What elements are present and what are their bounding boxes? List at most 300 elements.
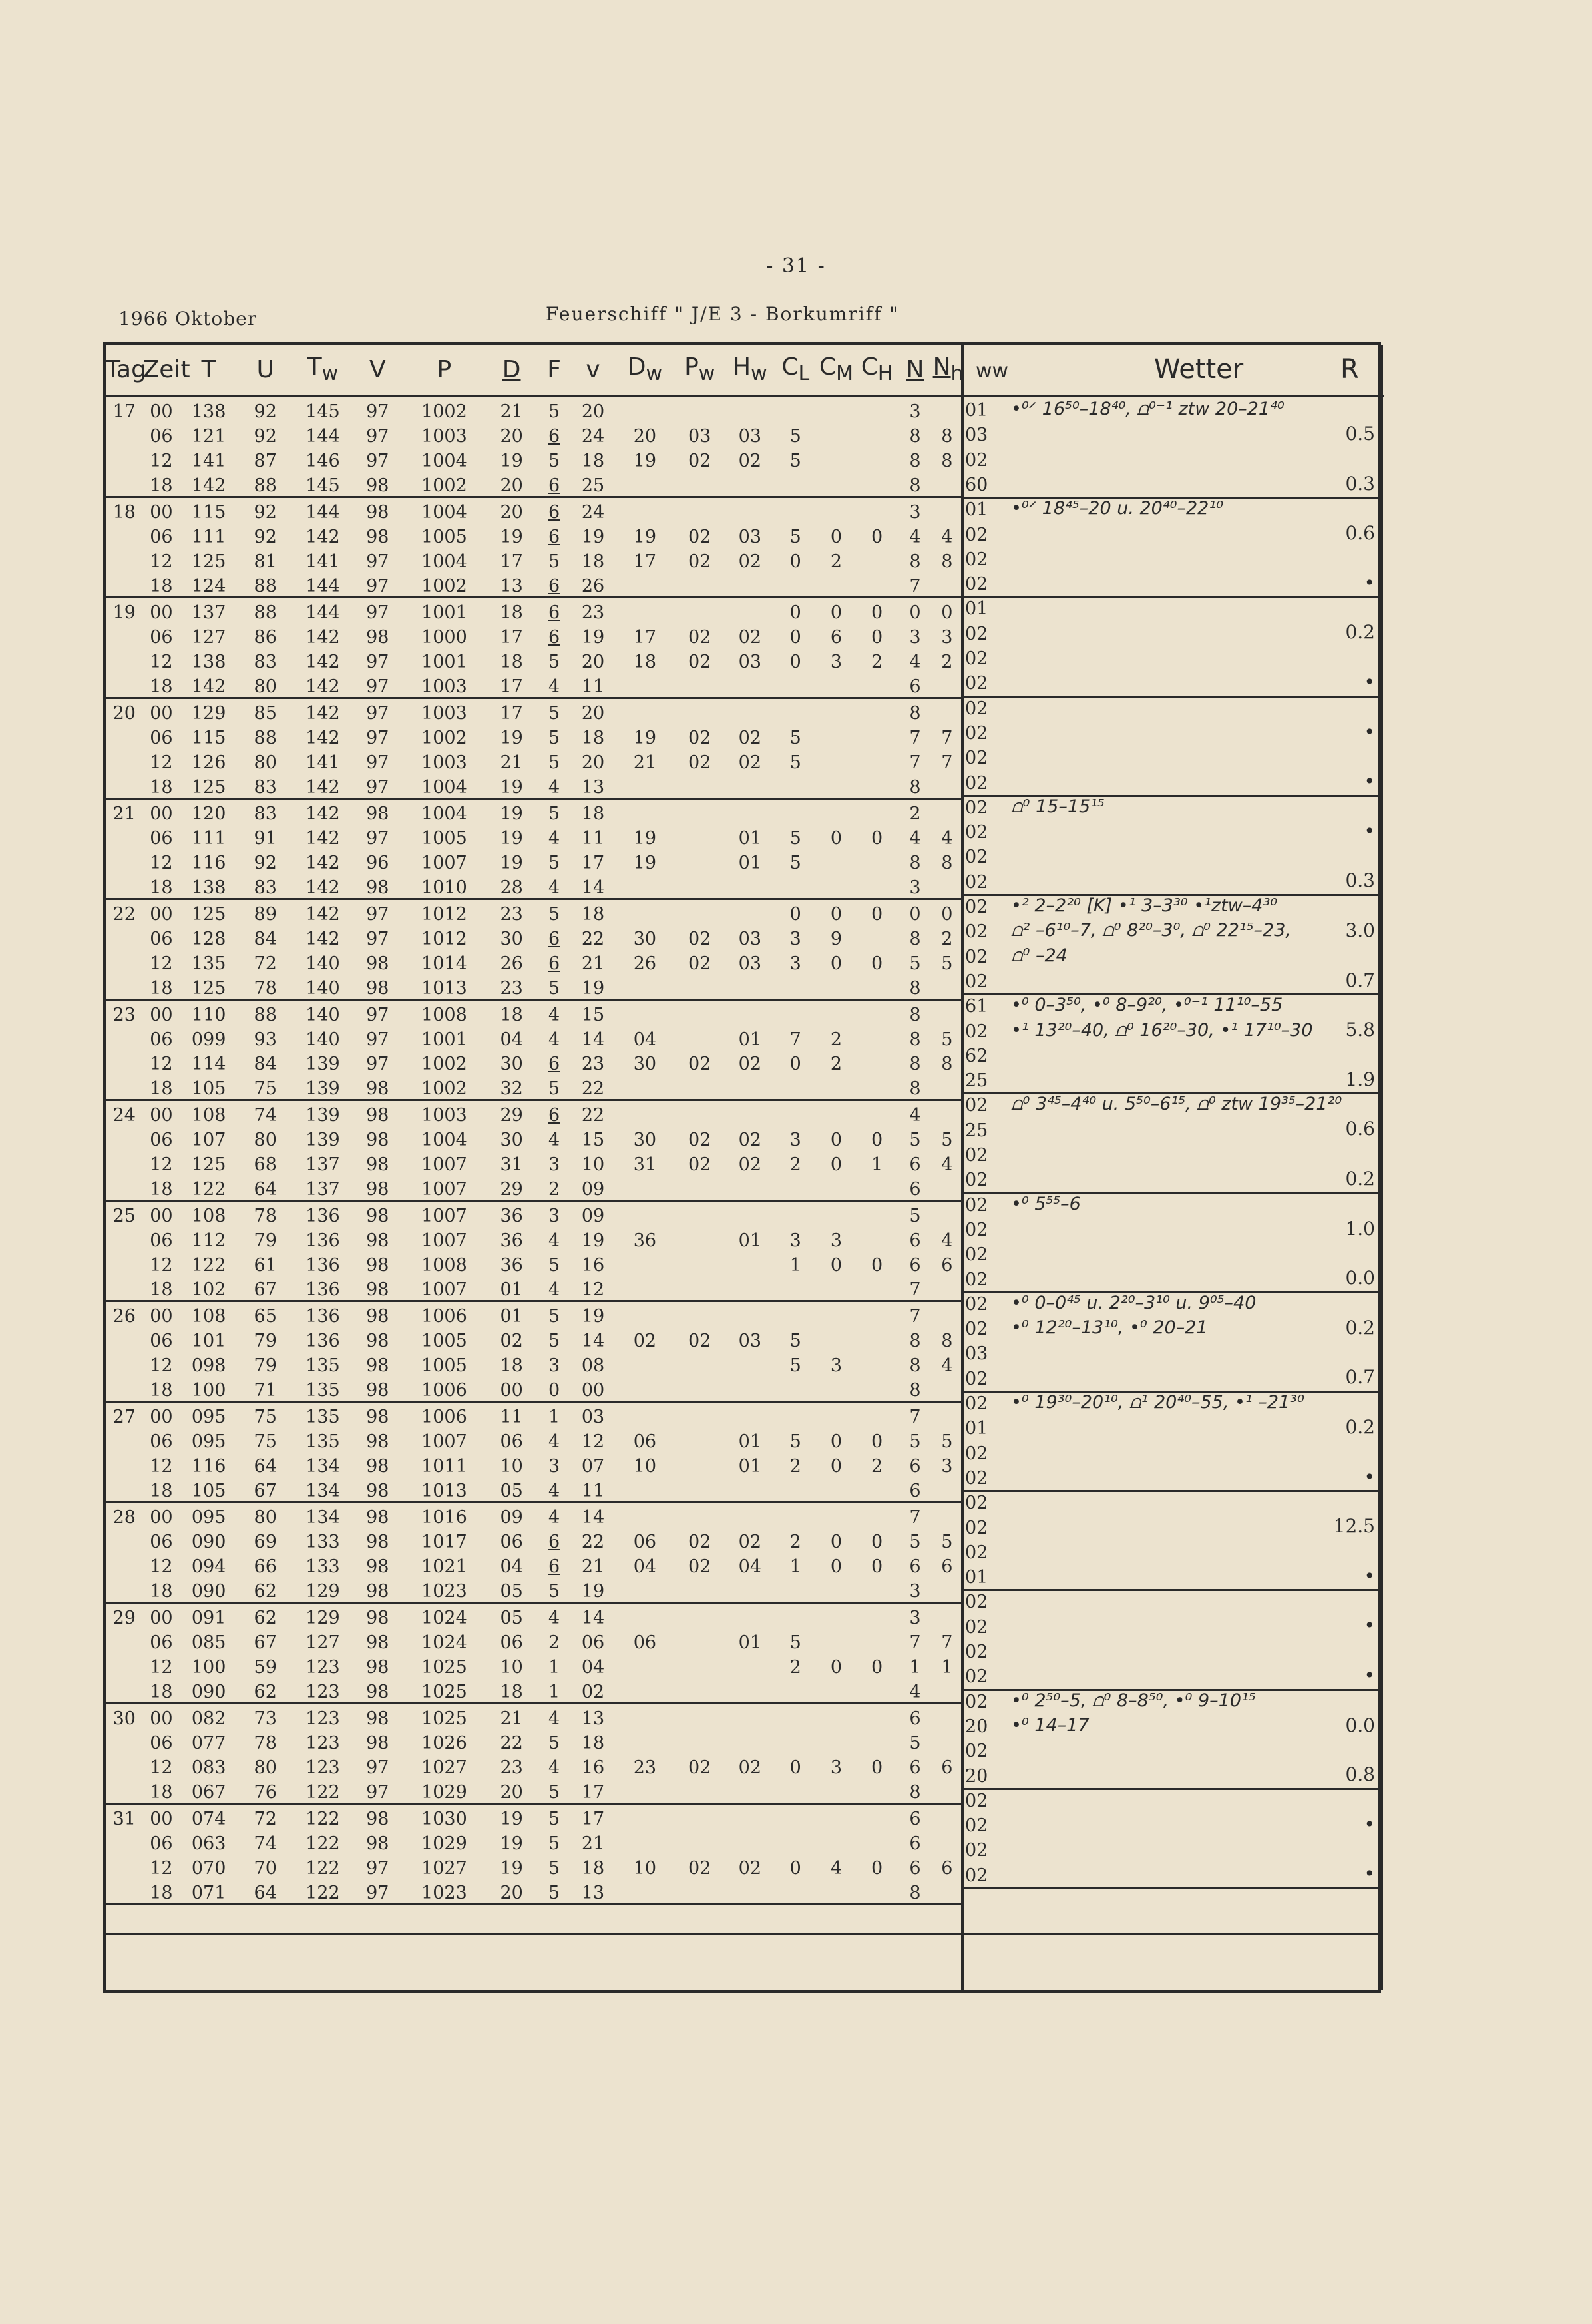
ww-code: 02 bbox=[965, 1542, 988, 1563]
cell-zeit: 06 bbox=[150, 1230, 173, 1251]
cell-cl bbox=[775, 1402, 816, 1428]
cell-n: 7 bbox=[909, 1306, 921, 1327]
cell-zeit: 18 bbox=[143, 572, 180, 598]
cell-nh: 4 bbox=[941, 1154, 953, 1175]
cell-tag: 23 bbox=[112, 1005, 136, 1025]
cell-zeit: 18 bbox=[143, 1175, 180, 1201]
cell-n: 6 bbox=[909, 1154, 921, 1175]
cell-tw: 133 bbox=[305, 1532, 340, 1552]
cell-p: 1002 bbox=[421, 728, 467, 748]
cell-u: 92 bbox=[254, 853, 277, 873]
col-header-p: P bbox=[403, 345, 486, 396]
cell-f: 5 bbox=[548, 1255, 560, 1276]
cell-t: 115 bbox=[191, 502, 226, 523]
cell-hw: 04 bbox=[738, 1556, 762, 1577]
ww-code: 20 bbox=[965, 1716, 988, 1737]
cell-pw bbox=[674, 396, 725, 422]
cell-tag bbox=[106, 1729, 143, 1753]
cell-v: 21 bbox=[581, 953, 605, 974]
table-row bbox=[106, 698, 961, 724]
cell-tag bbox=[106, 1327, 143, 1351]
cell-nh: 7 bbox=[941, 1632, 953, 1653]
weather-note: ⩍⁰ 3⁴⁵–4⁴⁰ u. 5⁵⁰–6¹⁵, ⩍⁰ ztw 19³⁵–21²⁰ bbox=[1011, 1094, 1342, 1115]
cell-zeit: 18 bbox=[143, 1879, 180, 1905]
col-header-ch: $C_H$ bbox=[857, 345, 897, 396]
ww-code: 02 bbox=[965, 1219, 988, 1240]
precipitation-text: 0.5 bbox=[1345, 422, 1375, 445]
cell-ch bbox=[857, 1226, 897, 1251]
cell-v: 11 bbox=[571, 1477, 616, 1503]
cell-t: 111 bbox=[191, 527, 226, 547]
cell-p: 1003 bbox=[421, 426, 467, 447]
table-row bbox=[106, 1552, 961, 1577]
cell-pw: 02 bbox=[688, 1757, 711, 1778]
cell-f: 4 bbox=[548, 1130, 560, 1150]
cell-f: 4 bbox=[538, 672, 571, 698]
cell-zeit: 00 bbox=[150, 1306, 173, 1327]
ww-code: 02 bbox=[965, 921, 988, 943]
cell-v: 97 bbox=[366, 401, 389, 422]
cell-cm bbox=[816, 1879, 857, 1905]
cell-tag bbox=[106, 1427, 143, 1452]
cell-pw: 02 bbox=[688, 627, 711, 648]
cell-d: 01 bbox=[500, 1306, 523, 1327]
cell-tag bbox=[106, 1678, 143, 1704]
cell-zeit: 12 bbox=[150, 451, 173, 471]
cell-v: 19 bbox=[581, 1306, 605, 1327]
cell-nh bbox=[933, 799, 961, 825]
cell-d: 18 bbox=[500, 652, 523, 672]
cell-tag bbox=[106, 1452, 143, 1477]
cell-pw bbox=[674, 1000, 725, 1026]
cell-u: 87 bbox=[254, 451, 277, 471]
cell-dw bbox=[615, 1653, 674, 1678]
cell-tw: 140 bbox=[305, 1005, 340, 1025]
cell-ch bbox=[857, 1000, 897, 1026]
cell-v: 97 bbox=[366, 1757, 389, 1778]
cell-u: 67 bbox=[238, 1477, 293, 1503]
cell-nh bbox=[933, 1201, 961, 1227]
cell-t: 090 bbox=[180, 1678, 238, 1704]
cell-nh: 0 bbox=[941, 904, 953, 925]
cell-ch: 0 bbox=[871, 953, 883, 974]
table-row bbox=[106, 849, 961, 873]
cell-tw: 137 bbox=[293, 1175, 352, 1201]
cell-v: 14 bbox=[571, 873, 616, 899]
cell-pw bbox=[674, 1402, 725, 1428]
table-row bbox=[106, 925, 961, 949]
cell-dw bbox=[615, 899, 674, 925]
cell-t: 107 bbox=[191, 1130, 226, 1150]
cell-dw: 26 bbox=[633, 953, 657, 974]
table-row bbox=[106, 799, 961, 825]
cell-tag bbox=[106, 949, 143, 974]
table-row bbox=[106, 773, 961, 799]
cell-ch bbox=[857, 1603, 897, 1629]
cell-n: 8 bbox=[897, 1074, 932, 1100]
cell-pw bbox=[674, 1879, 725, 1905]
cell-tw: 136 bbox=[305, 1255, 340, 1276]
cell-zeit: 00 bbox=[150, 1608, 173, 1628]
cell-pw bbox=[674, 1427, 725, 1452]
cell-u: 67 bbox=[254, 1632, 277, 1653]
cell-t: 138 bbox=[191, 652, 226, 672]
cell-dw: 31 bbox=[633, 1154, 657, 1175]
cell-ch bbox=[857, 1477, 897, 1503]
cell-tw: 142 bbox=[305, 904, 340, 925]
ww-code: 02 bbox=[965, 623, 988, 644]
cell-f: 5 bbox=[548, 1733, 560, 1753]
cell-v: 97 bbox=[352, 1879, 403, 1905]
cell-f: 6 bbox=[548, 602, 560, 623]
cell-pw: 02 bbox=[688, 1556, 711, 1577]
cell-v: 03 bbox=[581, 1407, 605, 1427]
precipitation-text: 12.5 bbox=[1333, 1515, 1375, 1538]
cell-cl: 5 bbox=[789, 728, 801, 748]
ww-code: 02 bbox=[965, 1194, 988, 1216]
cell-cm bbox=[816, 974, 857, 1000]
ww-code: 02 bbox=[965, 847, 988, 868]
cell-pw bbox=[674, 572, 725, 598]
cell-d: 21 bbox=[500, 1708, 523, 1729]
table-row bbox=[106, 1879, 961, 1905]
cell-d: 36 bbox=[500, 1206, 523, 1226]
cell-n: 7 bbox=[897, 572, 932, 598]
cell-v: 97 bbox=[366, 752, 389, 773]
cell-cl bbox=[775, 1778, 816, 1804]
cell-v: 98 bbox=[366, 1608, 389, 1628]
cell-p: 1001 bbox=[421, 1029, 467, 1050]
cell-u: 68 bbox=[254, 1154, 277, 1175]
cell-p: 1027 bbox=[421, 1858, 467, 1879]
cell-t: 105 bbox=[180, 1477, 238, 1503]
cell-v: 12 bbox=[571, 1276, 616, 1301]
table-row bbox=[106, 471, 961, 497]
cell-hw: 02 bbox=[738, 551, 762, 572]
cell-t: 077 bbox=[191, 1733, 226, 1753]
cell-t: 082 bbox=[191, 1708, 226, 1729]
table-row bbox=[106, 748, 961, 773]
cell-tw: 139 bbox=[293, 1074, 352, 1100]
cell-hw bbox=[725, 1503, 775, 1528]
cell-nh: 2 bbox=[941, 652, 953, 672]
table-row bbox=[106, 1025, 961, 1050]
cell-tw: 142 bbox=[305, 652, 340, 672]
weather-note: •⁰ 12²⁰–13¹⁰, •⁰ 20–21 bbox=[1011, 1317, 1208, 1339]
ww-code: 01 bbox=[965, 1567, 988, 1588]
cell-cm bbox=[816, 1175, 857, 1201]
cell-tw: 135 bbox=[305, 1431, 340, 1452]
cell-tag bbox=[106, 748, 143, 773]
cell-cm bbox=[816, 799, 857, 825]
cell-tag: 25 bbox=[112, 1206, 136, 1226]
cell-n: 0 bbox=[909, 602, 921, 623]
cell-n: 8 bbox=[909, 451, 921, 471]
group-divider bbox=[961, 1490, 1378, 1492]
cell-zeit: 06 bbox=[150, 1733, 173, 1753]
cell-u: 64 bbox=[254, 1456, 277, 1477]
precipitation-text: • bbox=[1364, 571, 1375, 594]
cell-tag bbox=[106, 1050, 143, 1074]
cell-nh bbox=[933, 1376, 961, 1402]
cell-f: 5 bbox=[548, 728, 560, 748]
cell-d: 11 bbox=[500, 1407, 523, 1427]
cell-v: 98 bbox=[352, 1074, 403, 1100]
cell-p: 1006 bbox=[421, 1306, 467, 1327]
cell-f: 6 bbox=[538, 572, 571, 598]
cell-dw: 02 bbox=[633, 1331, 657, 1351]
cell-cm bbox=[816, 1276, 857, 1301]
cell-tw: 136 bbox=[293, 1276, 352, 1301]
table-row bbox=[106, 1000, 961, 1026]
cell-zeit: 06 bbox=[150, 929, 173, 949]
cell-pw bbox=[674, 1074, 725, 1100]
precipitation-text: 0.2 bbox=[1345, 621, 1375, 644]
cell-cm bbox=[816, 471, 857, 497]
cell-u: 70 bbox=[254, 1858, 277, 1879]
cell-cm bbox=[816, 1074, 857, 1100]
table-row bbox=[106, 623, 961, 648]
cell-u: 83 bbox=[238, 773, 293, 799]
precipitation-text: 0.3 bbox=[1345, 472, 1375, 495]
cell-v: 97 bbox=[366, 1054, 389, 1074]
cell-pw bbox=[674, 1477, 725, 1503]
cell-d: 19 bbox=[500, 853, 523, 873]
cell-ch: 0 bbox=[871, 1858, 883, 1879]
table-row bbox=[106, 724, 961, 748]
cell-nh bbox=[933, 773, 961, 799]
cell-t: 124 bbox=[180, 572, 238, 598]
cell-t: 115 bbox=[191, 728, 226, 748]
precipitation-text: 0.6 bbox=[1345, 1118, 1375, 1140]
cell-ch: 0 bbox=[871, 1431, 883, 1452]
cell-pw bbox=[674, 1729, 725, 1753]
cell-f: 6 bbox=[548, 1105, 560, 1126]
cell-v: 97 bbox=[366, 703, 389, 724]
cell-cl bbox=[775, 1276, 816, 1301]
cell-v: 06 bbox=[581, 1632, 605, 1653]
weather-note: •⁰ᐟ 16⁵⁰–18⁴⁰, ⩍⁰⁻¹ ztw 20–21⁴⁰ bbox=[1011, 399, 1285, 419]
cell-f: 5 bbox=[548, 752, 560, 773]
table-row bbox=[106, 949, 961, 974]
table-row bbox=[106, 1778, 961, 1804]
cell-tag bbox=[106, 1251, 143, 1276]
cell-ch bbox=[857, 724, 897, 748]
cell-nh bbox=[933, 873, 961, 899]
cell-ch: 0 bbox=[871, 1556, 883, 1577]
table-row bbox=[106, 396, 961, 422]
cell-dw bbox=[615, 1778, 674, 1804]
cell-v: 98 bbox=[352, 1175, 403, 1201]
ww-code: 02 bbox=[965, 946, 988, 967]
cell-ch bbox=[857, 873, 897, 899]
cell-hw bbox=[725, 1653, 775, 1678]
cell-nh: 5 bbox=[941, 953, 953, 974]
cell-p: 1008 bbox=[421, 1255, 467, 1276]
cell-hw bbox=[725, 873, 775, 899]
cell-t: 135 bbox=[191, 953, 226, 974]
cell-cm bbox=[816, 497, 857, 523]
cell-tag: 24 bbox=[112, 1105, 136, 1126]
cell-dw: 19 bbox=[633, 527, 657, 547]
col-header-v: v bbox=[571, 345, 616, 396]
cell-n: 8 bbox=[897, 974, 932, 1000]
precipitation-text: 0.2 bbox=[1345, 1167, 1375, 1190]
cell-n: 5 bbox=[909, 1206, 921, 1226]
cell-v: 98 bbox=[366, 1833, 389, 1854]
weather-note: •¹ 13²⁰–40, ⩍⁰ 16²⁰–30, •¹ 17¹⁰–30 bbox=[1011, 1019, 1313, 1041]
cell-tag bbox=[106, 1351, 143, 1376]
cell-tag bbox=[106, 523, 143, 547]
cell-dw bbox=[615, 1477, 674, 1503]
cell-pw bbox=[674, 497, 725, 523]
ww-code: 02 bbox=[965, 1592, 988, 1613]
cell-n: 8 bbox=[897, 471, 932, 497]
cell-n: 3 bbox=[909, 502, 921, 523]
precipitation-text: • bbox=[1364, 1614, 1375, 1637]
cell-hw bbox=[725, 1201, 775, 1227]
cell-cl bbox=[775, 1301, 816, 1327]
cell-dw: 06 bbox=[633, 1431, 657, 1452]
cell-pw: 02 bbox=[688, 953, 711, 974]
cell-hw: 01 bbox=[738, 853, 762, 873]
cell-ch bbox=[857, 497, 897, 523]
cell-cm bbox=[816, 1503, 857, 1528]
cell-tag bbox=[106, 623, 143, 648]
cell-p: 1010 bbox=[403, 873, 486, 899]
cell-v: 00 bbox=[571, 1376, 616, 1402]
cell-dw bbox=[615, 698, 674, 724]
cell-p: 1012 bbox=[421, 929, 467, 949]
ww-code: 02 bbox=[965, 1269, 988, 1290]
ww-header: ww bbox=[976, 359, 1009, 383]
cell-ch bbox=[857, 773, 897, 799]
cell-v: 23 bbox=[581, 1054, 605, 1074]
cell-hw bbox=[725, 396, 775, 422]
cell-n: 8 bbox=[909, 1054, 921, 1074]
page-number: - 31 - bbox=[766, 254, 826, 278]
cell-d: 05 bbox=[486, 1477, 538, 1503]
cell-v: 17 bbox=[571, 1778, 616, 1804]
cell-cl bbox=[775, 1879, 816, 1905]
cell-f: 3 bbox=[548, 1154, 560, 1175]
cell-tw: 127 bbox=[305, 1632, 340, 1653]
cell-u: 75 bbox=[238, 1074, 293, 1100]
cell-t: 125 bbox=[191, 1154, 226, 1175]
cell-f: 1 bbox=[538, 1678, 571, 1704]
cell-v: 97 bbox=[366, 1005, 389, 1025]
cell-nh: 1 bbox=[941, 1657, 953, 1678]
cell-cl: 0 bbox=[789, 904, 801, 925]
observation-sheet bbox=[103, 342, 1381, 1993]
cell-cm: 3 bbox=[830, 1230, 843, 1251]
cell-p: 1004 bbox=[403, 773, 486, 799]
cell-dw bbox=[615, 1100, 674, 1126]
cell-pw bbox=[674, 974, 725, 1000]
cell-ch bbox=[857, 1201, 897, 1227]
cell-cl: 5 bbox=[789, 1632, 801, 1653]
cell-pw: 02 bbox=[688, 1054, 711, 1074]
cell-p: 1004 bbox=[421, 451, 467, 471]
cell-dw bbox=[615, 672, 674, 698]
cell-v: 14 bbox=[581, 1507, 605, 1528]
cell-tw: 129 bbox=[293, 1577, 352, 1603]
cell-ch bbox=[857, 1879, 897, 1905]
ww-code: 02 bbox=[965, 524, 988, 545]
cell-hw bbox=[725, 1829, 775, 1854]
cell-n: 4 bbox=[909, 527, 921, 547]
weather-note: ⩍² –6¹⁰–7, ⩍⁰ 8²⁰–3⁰, ⩍⁰ 22¹⁵–23, bbox=[1011, 920, 1291, 941]
cell-cl: 5 bbox=[789, 853, 801, 873]
cell-nh: 8 bbox=[941, 853, 953, 873]
cell-v: 20 bbox=[581, 652, 605, 672]
cell-cl: 0 bbox=[789, 1858, 801, 1879]
cell-p: 1005 bbox=[421, 527, 467, 547]
cell-cl: 7 bbox=[789, 1029, 801, 1050]
ww-code: 02 bbox=[965, 1790, 988, 1811]
cell-t: 129 bbox=[191, 703, 226, 724]
precipitation-text: 0.8 bbox=[1345, 1763, 1375, 1786]
group-divider bbox=[961, 1589, 1378, 1591]
cell-p: 1006 bbox=[421, 1407, 467, 1427]
cell-hw: 01 bbox=[738, 828, 762, 849]
cell-v: 97 bbox=[366, 1029, 389, 1050]
cell-cl bbox=[775, 698, 816, 724]
cell-n: 6 bbox=[909, 1255, 921, 1276]
cell-u: 74 bbox=[254, 1105, 277, 1126]
cell-n: 8 bbox=[909, 853, 921, 873]
cell-hw bbox=[725, 1301, 775, 1327]
cell-t: 125 bbox=[191, 904, 226, 925]
cell-dw: 19 bbox=[633, 828, 657, 849]
cell-d: 20 bbox=[486, 471, 538, 497]
cell-hw: 01 bbox=[738, 1431, 762, 1452]
precipitation-text: 0.3 bbox=[1345, 869, 1375, 892]
cell-nh: 6 bbox=[941, 1757, 953, 1778]
cell-tag: 26 bbox=[112, 1306, 136, 1327]
cell-v: 98 bbox=[366, 1532, 389, 1552]
cell-nh: 6 bbox=[941, 1556, 953, 1577]
cell-cl: 0 bbox=[789, 1054, 801, 1074]
cell-n: 5 bbox=[909, 953, 921, 974]
cell-cm: 0 bbox=[830, 828, 843, 849]
cell-hw bbox=[725, 974, 775, 1000]
cell-v: 98 bbox=[366, 1306, 389, 1327]
cell-u: 75 bbox=[254, 1407, 277, 1427]
ww-code: 25 bbox=[965, 1120, 988, 1141]
table-row bbox=[106, 1276, 961, 1301]
cell-cm bbox=[816, 1829, 857, 1854]
cell-p: 1016 bbox=[421, 1507, 467, 1528]
cell-d: 23 bbox=[500, 904, 523, 925]
cell-dw: 10 bbox=[633, 1858, 657, 1879]
cell-v: 98 bbox=[366, 953, 389, 974]
cell-tw: 134 bbox=[305, 1456, 340, 1477]
cell-cl: 2 bbox=[789, 1532, 801, 1552]
table-row bbox=[106, 447, 961, 471]
cell-cl bbox=[775, 1074, 816, 1100]
cell-v: 17 bbox=[581, 1809, 605, 1829]
cell-zeit: 06 bbox=[150, 728, 173, 748]
cell-v: 15 bbox=[581, 1005, 605, 1025]
cell-hw bbox=[725, 572, 775, 598]
cell-nh bbox=[933, 698, 961, 724]
cell-d: 19 bbox=[500, 451, 523, 471]
cell-dw: 06 bbox=[633, 1632, 657, 1653]
bottom-divider bbox=[106, 1933, 1378, 1935]
cell-tag bbox=[106, 773, 143, 799]
cell-tag: 19 bbox=[112, 602, 136, 623]
